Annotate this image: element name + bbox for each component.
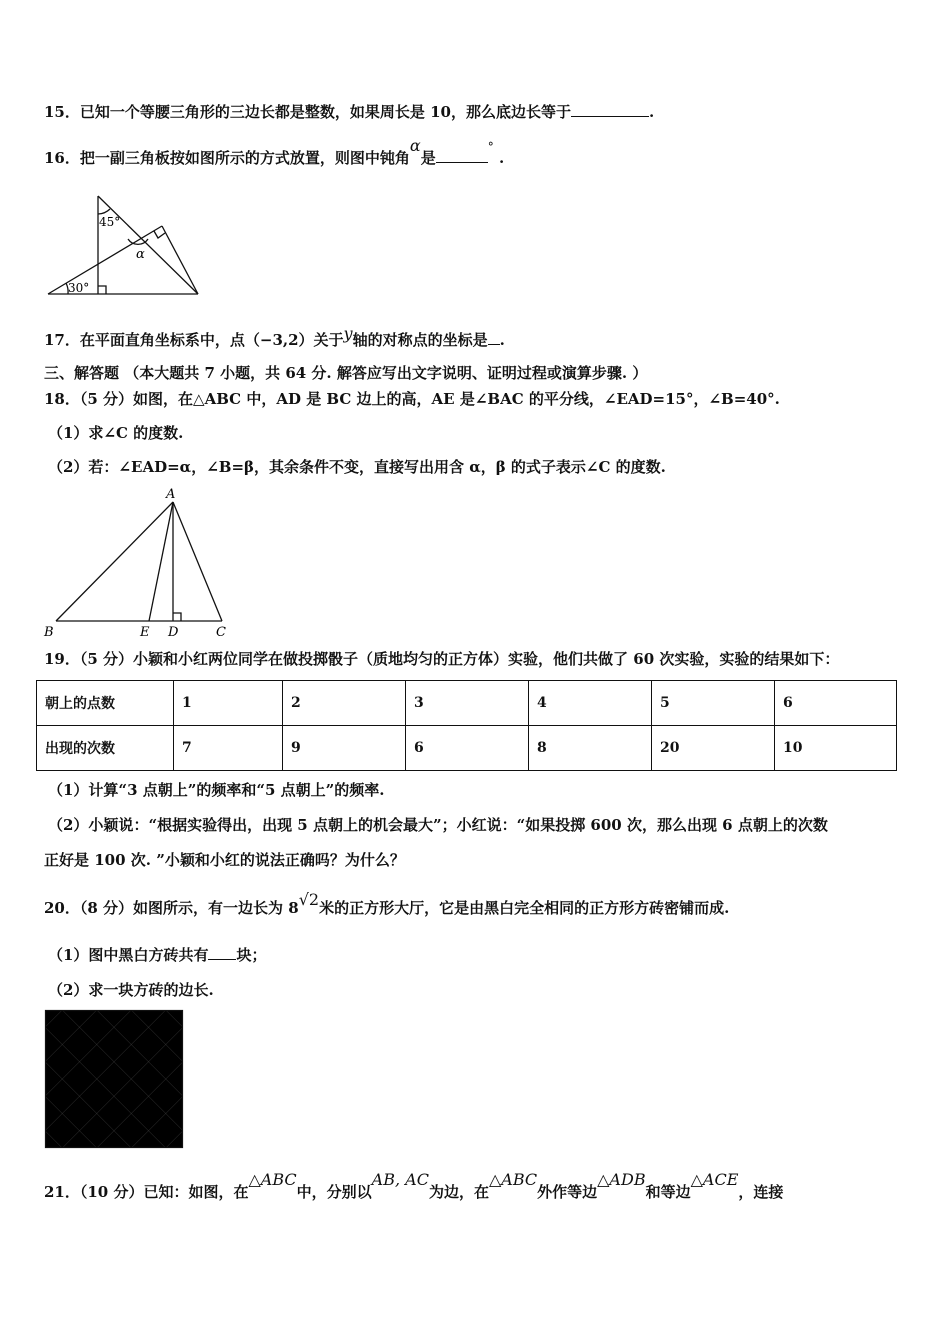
face-cell: 6 <box>775 681 897 726</box>
set-squares-figure <box>44 192 204 298</box>
count-cell: 8 <box>529 726 652 771</box>
question-19: 19．（5 分）小颖和小红两位同学在做投掷骰子（质地均匀的正方体）实验，他们共做了 60 次实验，实验的结果如下： <box>44 650 840 668</box>
q16-mid: 是 <box>420 149 436 167</box>
q20-text-b: 米的正方形大厅，它是由黑白完全相同的正方形方砖密铺而成. <box>319 899 730 917</box>
question-15 <box>44 102 654 122</box>
table-row <box>37 681 897 726</box>
point-d: D <box>168 625 179 640</box>
vertex-a: A <box>166 487 176 502</box>
question-17 <box>44 324 505 350</box>
q20-answer-blank[interactable] <box>208 945 236 960</box>
sqrt-two: √2 <box>298 890 320 909</box>
vertex-b: B <box>44 625 54 640</box>
degree-symbol: ° <box>487 140 494 154</box>
q16-text: 16．把一副三角板按如图所示的方式放置，则图中钝角 <box>44 149 410 167</box>
q20-part1 <box>48 945 266 965</box>
q17-text-a: 17．在平面直角坐标系中，点（−3,2）关于 <box>44 331 344 349</box>
table-row <box>37 726 897 771</box>
alpha-label: α <box>136 247 145 262</box>
q21-lead: 21．（10 分）已知：如图，在 <box>44 1183 249 1201</box>
q20-part2: （2）求一块方砖的边长. <box>48 981 214 999</box>
face-cell: 1 <box>174 681 283 726</box>
triangle-abc-figure <box>40 486 240 642</box>
angle-45-label: 45° <box>99 215 121 229</box>
q21-t4: 外作等边 <box>537 1183 598 1201</box>
dice-results-table <box>36 680 897 771</box>
q17-answer-blank[interactable] <box>488 330 500 345</box>
diamond-tile-floor-figure <box>45 1010 183 1148</box>
q15-text: 15．已知一个等腰三角形的三边长都是整数，如果周长是 10，那么底边长等于 <box>44 103 571 121</box>
face-cell: 3 <box>406 681 529 726</box>
count-cell: 7 <box>174 726 283 771</box>
question-16 <box>44 136 505 169</box>
q20-part1-a: （1）图中黑白方砖共有 <box>48 946 209 964</box>
sides-ab-ac: AB, AC <box>371 1170 429 1189</box>
face-cell: 5 <box>652 681 775 726</box>
q20-part1-b: 块； <box>236 946 267 964</box>
row-header-counts: 出现的次数 <box>37 726 174 771</box>
q17-text-b: 轴的对称点的坐标是 <box>352 331 488 349</box>
q16-end: . <box>498 149 505 167</box>
q21-t5: 和等边 <box>645 1183 691 1201</box>
alpha-symbol: α <box>409 136 421 155</box>
row-header-faces: 朝上的点数 <box>37 681 174 726</box>
q15-answer-blank[interactable] <box>571 102 649 117</box>
triangle-ace: △ACE <box>690 1170 739 1189</box>
count-cell: 10 <box>775 726 897 771</box>
q19-part1: （1）计算“3 点朝上”的频率和“5 点朝上”的频率. <box>48 781 385 799</box>
triangle-adb: △ADB <box>597 1170 646 1189</box>
question-20 <box>44 890 730 918</box>
q17-end: . <box>499 331 505 349</box>
q20-text-a: 20．（8 分）如图所示，有一边长为 8 <box>44 899 299 917</box>
point-e: E <box>140 625 150 640</box>
q21-t3: 为边，在 <box>428 1183 489 1201</box>
count-cell: 6 <box>406 726 529 771</box>
question-21 <box>44 1170 784 1202</box>
y-symbol: y <box>343 324 353 343</box>
q21-t2: 中，分别以 <box>296 1183 372 1201</box>
q19-part2-b: 正好是 100 次. ”小颖和小红的说法正确吗？为什么？ <box>44 851 405 869</box>
q16-answer-blank[interactable] <box>436 148 488 163</box>
count-cell: 20 <box>652 726 775 771</box>
count-cell: 9 <box>283 726 406 771</box>
vertex-c: C <box>216 625 226 640</box>
question-18: 18．（5 分）如图，在△ABC 中，AD 是 BC 边上的高，AE 是∠BAC 的平分线，∠EAD=15°，∠B=40°. <box>44 390 780 408</box>
q18-part2: （2）若：∠EAD=α，∠B=β，其余条件不变，直接写出用含 α，β 的式子表示∠C 的度数. <box>48 458 666 476</box>
section-3-title: 三、解答题 （本大题共 7 小题，共 64 分. 解答应写出文字说明、证明过程或演算步骤. ） <box>44 364 648 382</box>
triangle-abc-1: △ABC <box>248 1170 297 1189</box>
angle-30-label: 30° <box>68 281 90 295</box>
q18-part1: （1）求∠C 的度数. <box>48 424 184 442</box>
face-cell: 4 <box>529 681 652 726</box>
q15-end: . <box>648 103 655 121</box>
triangle-abc-2: △ABC <box>488 1170 538 1189</box>
face-cell: 2 <box>283 681 406 726</box>
q19-part2-a: （2）小颖说：“根据实验得出，出现 5 点朝上的机会最大”；小红说：“如果投掷 600 次，那么出现 6 点朝上的次数 <box>48 816 828 834</box>
q21-t6: ，连接 <box>738 1183 784 1201</box>
